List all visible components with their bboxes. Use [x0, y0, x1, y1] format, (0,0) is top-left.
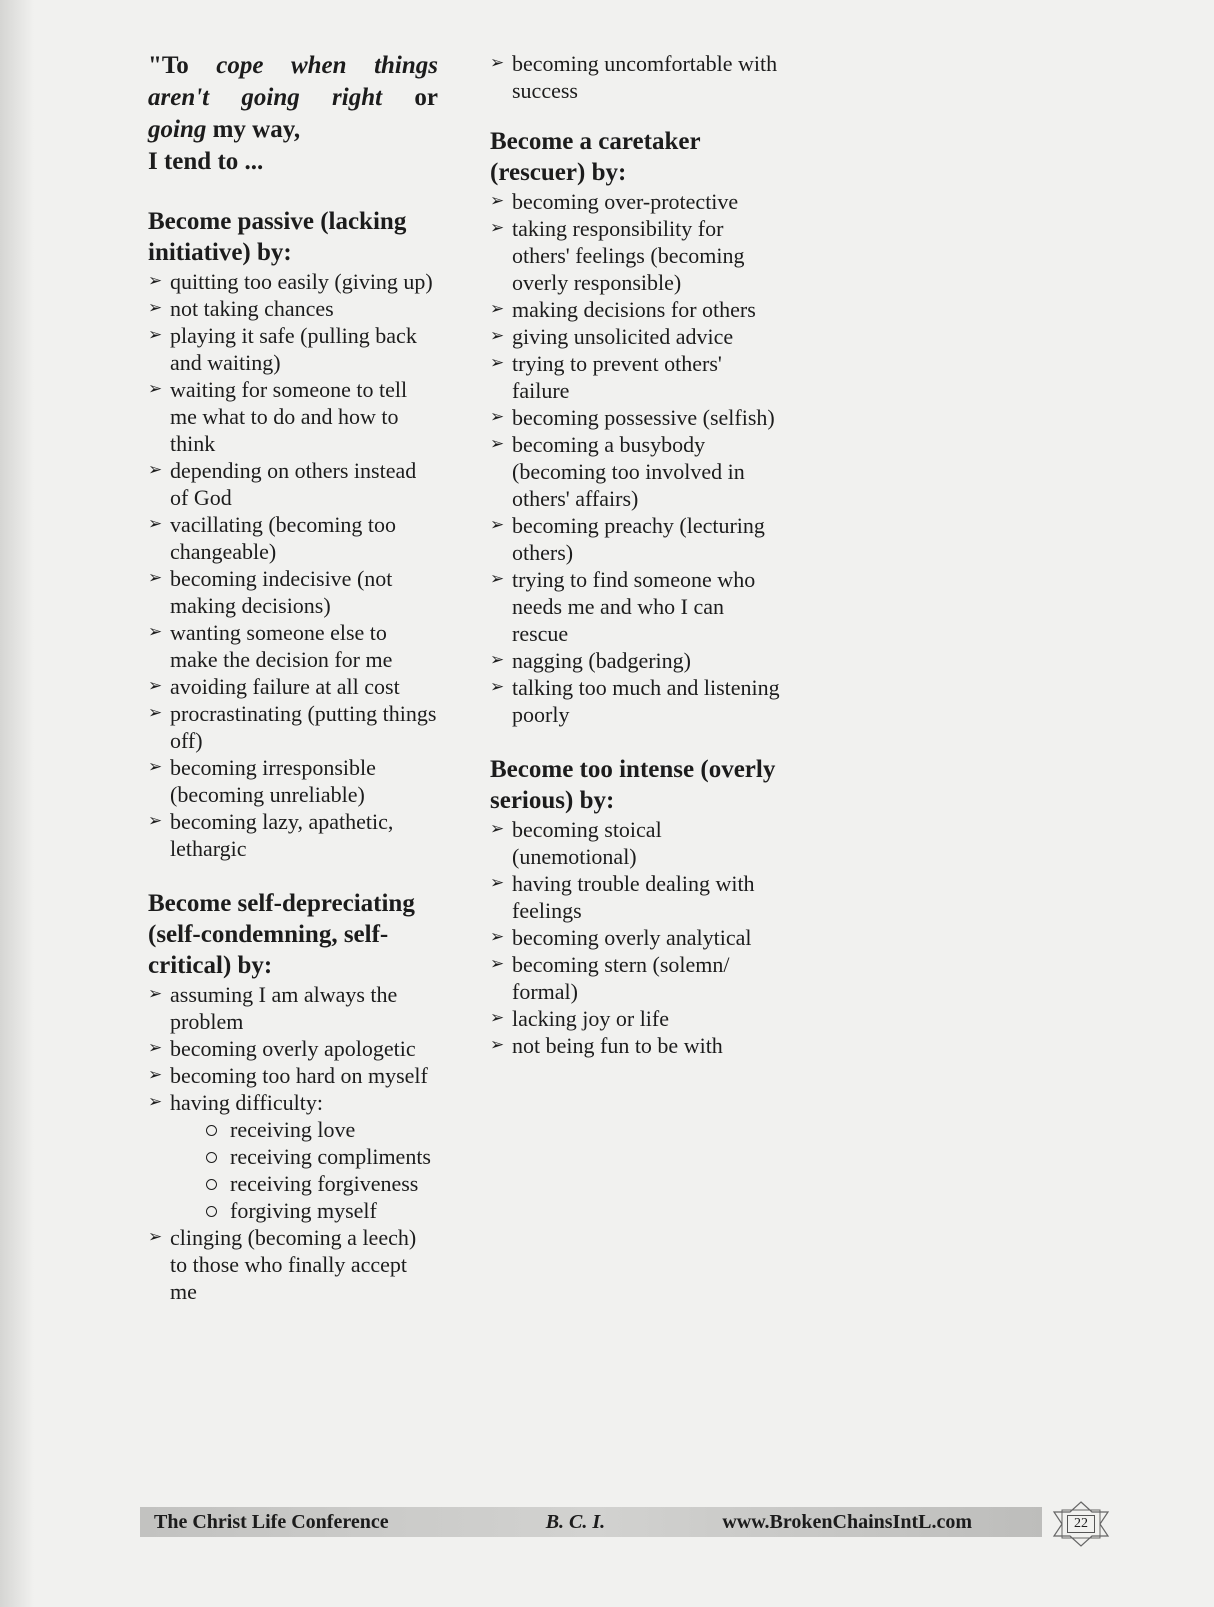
intro-word: cope	[216, 52, 264, 79]
list-item-text: trying to find someone who needs me and who I can rescue	[512, 567, 756, 646]
left-column	[148, 50, 438, 1331]
list-item-text: becoming lazy, apathetic, lethargic	[170, 809, 394, 861]
arrow-bullet-icon: ➢	[490, 53, 505, 73]
list-item	[490, 512, 780, 566]
circle-bullet-icon	[206, 1125, 217, 1136]
list-item-text: playing it safe (pulling back and waiting)	[170, 323, 417, 375]
page-number-badge	[1052, 1500, 1110, 1548]
intro-line-4: I tend to ...	[148, 148, 264, 175]
arrow-bullet-icon: ➢	[148, 325, 163, 345]
list-item-text: waiting for someone to tell me what to do and how to think	[170, 377, 408, 456]
arrow-bullet-icon: ➢	[148, 514, 163, 534]
list-item	[148, 565, 438, 619]
list-item-text: taking responsibility for others' feelings (becoming overly responsible)	[512, 216, 745, 295]
circle-bullet-icon	[206, 1206, 217, 1217]
bullet-list	[490, 50, 780, 104]
list-item	[490, 431, 780, 512]
list-item-text: becoming too hard on myself	[170, 1063, 428, 1088]
section-success	[490, 50, 780, 104]
footer-bar	[140, 1507, 1042, 1537]
sub-list-item	[206, 1197, 438, 1224]
sub-list-item	[206, 1116, 438, 1143]
section-heading: Become too intense (overly serious) by:	[490, 756, 776, 814]
arrow-bullet-icon: ➢	[490, 677, 505, 697]
show-through-text	[800, 60, 1100, 86]
bullet-list	[490, 188, 780, 728]
intro-word: aren't	[148, 84, 210, 111]
section-heading: Become passive (lacking initiative) by:	[148, 208, 407, 266]
arrow-bullet-icon: ➢	[490, 299, 505, 319]
list-item-text: having trouble dealing with feelings	[512, 871, 755, 923]
list-item	[490, 566, 780, 647]
arrow-bullet-icon: ➢	[490, 434, 505, 454]
intro-line-2	[148, 82, 438, 114]
sub-list-item-text: forgiving myself	[230, 1198, 377, 1223]
list-item	[490, 404, 780, 431]
intro-heading	[148, 50, 438, 178]
arrow-bullet-icon: ➢	[148, 460, 163, 480]
arrow-bullet-icon: ➢	[490, 353, 505, 373]
arrow-bullet-icon: ➢	[148, 811, 163, 831]
list-item	[148, 1035, 438, 1062]
arrow-bullet-icon: ➢	[148, 1227, 163, 1247]
arrow-bullet-icon: ➢	[148, 1038, 163, 1058]
list-item	[148, 322, 438, 376]
list-item-text: making decisions for others	[512, 297, 756, 322]
list-item	[490, 296, 780, 323]
list-item-text: becoming a busybody (becoming too involved in others' affairs)	[512, 432, 745, 511]
list-item-text: lacking joy or life	[512, 1006, 670, 1031]
page-number: 22	[1067, 1515, 1095, 1533]
arrow-bullet-icon: ➢	[148, 622, 163, 642]
arrow-bullet-icon: ➢	[148, 984, 163, 1004]
bullet-list	[490, 816, 780, 1059]
intro-word: when	[290, 52, 347, 79]
sub-list	[170, 1116, 438, 1224]
bullet-list	[148, 268, 438, 862]
list-item-text: becoming indecisive (not making decisions)	[170, 566, 393, 618]
section-heading: Become self-depreciating (self-condemning, self-critical) by:	[148, 890, 415, 979]
list-item	[490, 215, 780, 296]
arrow-bullet-icon: ➢	[490, 515, 505, 535]
bullet-list	[148, 981, 438, 1305]
intro-word: "To	[148, 52, 189, 79]
list-item	[148, 1224, 438, 1305]
arrow-bullet-icon: ➢	[490, 954, 505, 974]
arrow-bullet-icon: ➢	[490, 191, 505, 211]
arrow-bullet-icon: ➢	[148, 1092, 163, 1112]
list-item-text: not taking chances	[170, 296, 334, 321]
arrow-bullet-icon: ➢	[490, 873, 505, 893]
list-item-text: becoming uncomfortable with success	[512, 51, 778, 103]
list-item	[148, 700, 438, 754]
list-item-text: having difficulty:	[170, 1090, 323, 1115]
list-item-text: not being fun to be with	[512, 1033, 723, 1058]
list-item	[490, 951, 780, 1005]
list-item	[148, 511, 438, 565]
intro-word: my way,	[212, 116, 301, 143]
arrow-bullet-icon: ➢	[148, 298, 163, 318]
list-item	[490, 1032, 780, 1059]
list-item-text: vacillating (becoming too changeable)	[170, 512, 397, 564]
list-item	[148, 376, 438, 457]
list-item-text: becoming over-protective	[512, 189, 739, 214]
list-item-text: clinging (becoming a leech) to those who finally accept me	[170, 1225, 417, 1304]
circle-bullet-icon	[206, 1179, 217, 1190]
list-item	[490, 870, 780, 924]
arrow-bullet-icon: ➢	[490, 650, 505, 670]
arrow-bullet-icon: ➢	[490, 326, 505, 346]
arrow-bullet-icon: ➢	[490, 819, 505, 839]
section-heading: Become a caretaker (rescuer) by:	[490, 128, 701, 186]
list-item	[148, 1089, 438, 1224]
arrow-bullet-icon: ➢	[490, 1008, 505, 1028]
list-item	[148, 1062, 438, 1089]
list-item-text: talking too much and listening poorly	[512, 675, 780, 727]
arrow-bullet-icon: ➢	[490, 569, 505, 589]
list-item-text: becoming preachy (lecturing others)	[512, 513, 765, 565]
list-item	[148, 808, 438, 862]
arrow-bullet-icon: ➢	[148, 676, 163, 696]
list-item	[148, 619, 438, 673]
intro-line-3	[148, 114, 438, 146]
list-item-text: nagging (badgering)	[512, 648, 691, 673]
arrow-bullet-icon: ➢	[490, 1035, 505, 1055]
list-item	[490, 323, 780, 350]
list-item	[148, 457, 438, 511]
list-item-text: becoming irresponsible (becoming unreliable)	[170, 755, 376, 807]
list-item	[148, 295, 438, 322]
intro-word: right	[332, 84, 383, 111]
list-item-text: avoiding failure at all cost	[170, 674, 400, 699]
sub-list-item-text: receiving love	[230, 1117, 356, 1142]
arrow-bullet-icon: ➢	[490, 407, 505, 427]
sub-list-item	[206, 1170, 438, 1197]
list-item	[490, 350, 780, 404]
sub-list-item-text: receiving forgiveness	[230, 1171, 419, 1196]
list-item-text: becoming stoical (unemotional)	[512, 817, 662, 869]
arrow-bullet-icon: ➢	[490, 927, 505, 947]
footer-conference: The Christ Life Conference	[154, 1510, 389, 1533]
list-item-text: becoming overly apologetic	[170, 1036, 416, 1061]
list-item-text: quitting too easily (giving up)	[170, 269, 433, 294]
list-item	[148, 981, 438, 1035]
list-item	[148, 673, 438, 700]
list-item-text: becoming overly analytical	[512, 925, 752, 950]
arrow-bullet-icon: ➢	[490, 218, 505, 238]
binding-shadow	[0, 0, 34, 1607]
middle-column	[490, 50, 780, 1085]
list-item	[490, 188, 780, 215]
section-intense	[490, 754, 780, 1059]
arrow-bullet-icon: ➢	[148, 379, 163, 399]
arrow-bullet-icon: ➢	[148, 1065, 163, 1085]
section-caretaker	[490, 126, 780, 728]
list-item	[490, 674, 780, 728]
sub-list-item	[206, 1143, 438, 1170]
arrow-bullet-icon: ➢	[148, 703, 163, 723]
list-item-text: depending on others instead of God	[170, 458, 417, 510]
list-item-text: trying to prevent others' failure	[512, 351, 722, 403]
intro-word: or	[414, 84, 438, 111]
footer-website: www.BrokenChainsIntL.com	[722, 1510, 972, 1533]
list-item	[490, 647, 780, 674]
list-item	[490, 1005, 780, 1032]
intro-word: going	[148, 116, 207, 143]
circle-bullet-icon	[206, 1152, 217, 1163]
list-item	[148, 754, 438, 808]
list-item	[490, 50, 780, 104]
list-item	[490, 924, 780, 951]
list-item-text: becoming possessive (selfish)	[512, 405, 775, 430]
section-self-depreciating	[148, 888, 438, 1305]
list-item-text: assuming I am always the problem	[170, 982, 398, 1034]
arrow-bullet-icon: ➢	[148, 757, 163, 777]
intro-word: things	[374, 52, 438, 79]
section-passive	[148, 206, 438, 862]
list-item	[490, 816, 780, 870]
list-item-text: becoming stern (solemn/ formal)	[512, 952, 730, 1004]
intro-line-1	[148, 50, 438, 82]
arrow-bullet-icon: ➢	[148, 271, 163, 291]
footer-bci: B. C. I.	[545, 1510, 606, 1533]
list-item	[148, 268, 438, 295]
list-item-text: wanting someone else to make the decision for me	[170, 620, 393, 672]
list-item-text: giving unsolicited advice	[512, 324, 734, 349]
arrow-bullet-icon: ➢	[148, 568, 163, 588]
list-item-text: procrastinating (putting things off)	[170, 701, 437, 753]
sub-list-item-text: receiving compliments	[230, 1144, 431, 1169]
intro-word: going	[241, 84, 300, 111]
